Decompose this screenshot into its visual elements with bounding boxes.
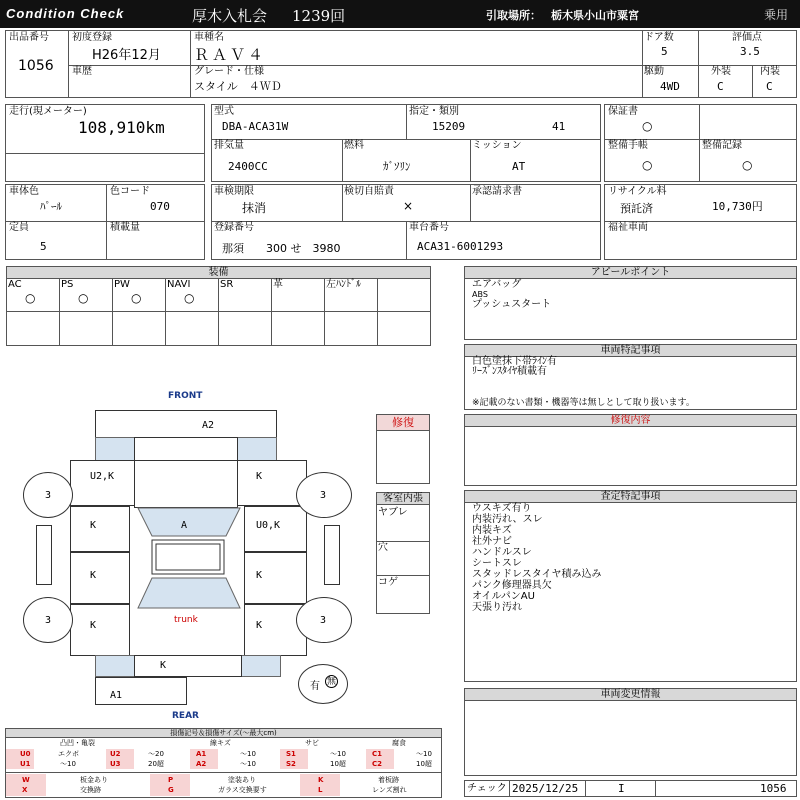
- spare-label: 有: [310, 681, 320, 692]
- displacement-value: 2400CC: [228, 160, 268, 173]
- legend-desc-c1: 〜10: [416, 750, 432, 758]
- legend-code-a1: A1: [196, 750, 207, 758]
- appeal-line-1: エアバッグ: [472, 279, 522, 290]
- code-rear-panel: K: [160, 660, 167, 671]
- legend-desc-a2: 〜10: [240, 760, 256, 768]
- class-value: 41: [552, 120, 566, 133]
- code-right-front-door: U0,K: [256, 520, 281, 531]
- chassis-value: ACA31-6001293: [417, 240, 504, 253]
- car-name-label: 車種名: [194, 32, 224, 43]
- color-value: ﾊﾟｰﾙ: [40, 200, 62, 213]
- rear-fender-corner-right: [241, 655, 281, 677]
- equipment-box: [6, 266, 431, 346]
- legend-desc-s2: 10超: [330, 760, 346, 768]
- logo: Condition Check: [6, 6, 125, 21]
- assessment-line-5: ハンドルスレ: [472, 547, 532, 558]
- mileage-label: 走行(現メーター): [9, 106, 87, 117]
- assessment-title: 査定特記事項: [465, 491, 796, 503]
- exterior-label: 外装: [711, 66, 731, 77]
- lot-number: 1056: [18, 58, 54, 74]
- front-bumper[interactable]: [95, 410, 277, 438]
- legend-code-s2: S2: [286, 760, 296, 768]
- legend-desc-g: ガラス交換要す: [218, 786, 267, 794]
- legend-title: 損傷記号＆損傷サイズ(〜最大cm): [6, 729, 441, 738]
- legend-desc-k: 着板跡: [378, 776, 399, 784]
- interior-title: 客室内張: [377, 493, 429, 505]
- legend-code-s1: S1: [286, 750, 296, 758]
- legend-desc-c2: 10超: [416, 760, 432, 768]
- records-value: ○: [742, 158, 753, 172]
- check-date: 2025/12/25: [512, 782, 579, 795]
- drive-value: 4WD: [660, 80, 680, 93]
- model-label: 型式: [214, 106, 234, 117]
- insurance-value: ×: [403, 199, 414, 213]
- special-title: 車両特記事項: [465, 345, 796, 357]
- mileage-value: 108,910km: [78, 118, 165, 137]
- assessment-line-3: 内装キズ: [472, 525, 512, 536]
- legend-desc-a1: 〜10: [240, 750, 256, 758]
- fuel-label: 燃料: [344, 140, 364, 151]
- code-left-front-door: K: [90, 520, 97, 531]
- code-wheel-rear-left: 3: [45, 615, 52, 626]
- assessment-line-9: オイルパンAU: [472, 591, 535, 602]
- legend-code-u1: U1: [20, 760, 31, 768]
- recycle-amount: 10,730円: [712, 200, 763, 213]
- records-label: 整備記録: [702, 140, 742, 151]
- code-right-rear-door: K: [256, 570, 263, 581]
- assessment-line-7: スタッドレスタイヤ積み込み: [472, 569, 602, 580]
- mission-label: ミッション: [472, 140, 522, 151]
- legend-code-u3: U3: [110, 760, 121, 768]
- equip-value-navi: ○: [184, 291, 195, 305]
- rear-bumper[interactable]: [95, 677, 187, 705]
- legend-desc-u0: エクボ: [58, 750, 79, 758]
- grade-label: グレード・仕様: [194, 66, 264, 77]
- pickup-label: 引取場所：: [486, 9, 541, 22]
- assessment-line-10: 天張り汚れ: [472, 602, 522, 613]
- equip-label-leather: 革: [273, 279, 283, 290]
- color-code-label: 色コード: [110, 186, 150, 197]
- front-label: FRONT: [168, 391, 203, 401]
- insurance-label: 検切自賠責: [344, 186, 394, 197]
- trunk-label: trunk: [174, 615, 198, 625]
- legend-desc-l: レンズ割れ: [372, 786, 407, 794]
- legend-code-p: P: [168, 776, 174, 784]
- doors-label: ドア数: [644, 32, 674, 43]
- code-roof: A: [181, 520, 188, 531]
- recycle-status: 預託済: [620, 202, 653, 215]
- legend-code-u0: U0: [20, 750, 31, 758]
- equip-label-navi: NAVI: [167, 279, 191, 290]
- grade-value: スタイル ４ＷＤ: [194, 80, 282, 93]
- warranty-label: 保証書: [608, 106, 638, 117]
- interior-burn: コゲ: [378, 577, 398, 588]
- designation-label: 指定・類別: [409, 106, 459, 117]
- legend-desc-w: 板金あり: [80, 776, 108, 784]
- legend-code-l: L: [318, 786, 323, 794]
- lot-label: 出品番号: [9, 32, 49, 43]
- first-reg-value: H26年12月: [92, 48, 161, 63]
- interior-tear: ヤブレ: [378, 507, 408, 518]
- code-wheel-front-right: 3: [320, 490, 327, 501]
- hood[interactable]: [134, 460, 238, 508]
- special-note: ※記載のない書類・機器等は無しとして取り扱います。: [472, 398, 695, 408]
- interior-hole: 穴: [378, 542, 388, 553]
- cabin-outline: [136, 506, 242, 656]
- model-value: DBA-ACA31W: [222, 120, 289, 133]
- hood-strip[interactable]: [134, 437, 238, 461]
- legend-code-a2: A2: [196, 760, 207, 768]
- rear-fender-corner-left: [95, 655, 135, 677]
- car-name-value: ＲＡＶ４: [194, 46, 267, 64]
- equip-label-sr: SR: [220, 279, 234, 290]
- equip-label-lhd: 左ﾊﾝﾄﾞﾙ: [326, 279, 361, 290]
- interior-grade: C: [766, 80, 773, 93]
- equipment-title: 装備: [7, 267, 430, 279]
- spare-tire[interactable]: [298, 664, 348, 704]
- plate-value: 那須 300 せ 3980: [222, 242, 341, 255]
- equip-label-pw: PW: [114, 279, 130, 290]
- check-label: チェック: [467, 783, 507, 794]
- mission-value: AT: [512, 160, 526, 173]
- code-front-bumper: A2: [202, 420, 215, 431]
- manual-value: ○: [642, 158, 653, 172]
- legend-code-k: K: [318, 776, 324, 784]
- approval-label: 承認請求書: [472, 186, 522, 197]
- vehicle-class: 乗用: [764, 8, 789, 22]
- pickup-location: 栃木県小山市粟宮: [551, 9, 639, 22]
- drive-label: 駆動: [644, 66, 664, 77]
- check-inspector: I: [618, 782, 625, 795]
- color-label: 車体色: [9, 186, 39, 197]
- exterior-grade: C: [717, 80, 724, 93]
- changes-box: [464, 688, 797, 776]
- special-line-1: 白色塗抹下帯ﾗｲﾝ有: [472, 356, 557, 367]
- legend-desc-x: 交換跡: [80, 786, 101, 794]
- equip-value-pw: ○: [131, 291, 142, 305]
- first-reg-label: 初度登録: [72, 32, 112, 43]
- code-left-front-fender: U2,K: [90, 471, 115, 482]
- code-left-quarter: K: [90, 620, 97, 631]
- color-code-value: 070: [150, 200, 170, 213]
- assessment-line-2: 内装汚れ、スレ: [472, 514, 543, 525]
- load-label: 積載量: [110, 222, 140, 233]
- appeal-line-2: ABS: [472, 290, 488, 299]
- legend-group-dent: 凸凹・亀裂: [60, 739, 95, 747]
- changes-title: 車両変更情報: [465, 689, 796, 701]
- check-lot: 1056: [760, 782, 787, 795]
- equip-value-ps: ○: [78, 291, 89, 305]
- header-bar: [0, 0, 800, 28]
- repair-mini-title: 修復: [377, 415, 429, 431]
- inspection-label: 車検期限: [214, 186, 254, 197]
- left-front-fender[interactable]: [70, 460, 136, 506]
- score-label: 評価点: [732, 32, 762, 43]
- front-fender-corner-left: [95, 437, 135, 461]
- assessment-line-1: ウスキズ有り: [472, 503, 532, 514]
- manual-label: 整備手帳: [608, 140, 648, 151]
- special-line-2: ﾘｰｽﾞﾝｽﾀｲﾔ積載有: [472, 366, 547, 377]
- code-wheel-rear-right: 3: [320, 615, 327, 626]
- repair-title: 修復内容: [465, 415, 796, 427]
- plate-label: 登録番号: [214, 222, 254, 233]
- score-value: 3.5: [740, 45, 760, 58]
- auction-name: 厚木入札会: [192, 7, 268, 25]
- right-rear-door[interactable]: [244, 552, 307, 604]
- welfare-label: 福祉車両: [608, 222, 648, 233]
- inspection-value: 抹消: [242, 201, 267, 215]
- auction-session: 1239回: [292, 7, 346, 25]
- assessment-line-8: パンク修理器具欠: [472, 580, 552, 591]
- fuel-value: ｶﾞｿﾘﾝ: [383, 160, 411, 173]
- code-left-rear-door: K: [90, 570, 97, 581]
- code-right-quarter: K: [256, 620, 263, 631]
- repair-box: [464, 414, 797, 486]
- legend-code-u2: U2: [110, 750, 121, 758]
- legend-code-w: W: [22, 776, 30, 784]
- warranty-value: ○: [642, 119, 653, 133]
- rear-label: REAR: [172, 711, 199, 721]
- assessment-line-4: 社外ナビ: [472, 536, 512, 547]
- left-quarter[interactable]: [70, 604, 130, 656]
- displacement-label: 排気量: [214, 140, 244, 151]
- chassis-label: 車台番号: [409, 222, 449, 233]
- left-mirror[interactable]: [36, 525, 52, 585]
- repair-mini-box: [376, 414, 430, 484]
- front-fender-corner-right: [237, 437, 277, 461]
- legend-desc-p: 塗装あり: [228, 776, 256, 784]
- designation-value: 15209: [432, 120, 466, 133]
- legend-desc-u1: 〜10: [60, 760, 76, 768]
- recycle-label: リサイクル料: [608, 186, 667, 197]
- history-label: 車歴: [72, 66, 92, 77]
- appeal-line-3: プッシュスタート: [472, 299, 552, 310]
- assessment-line-6: シートスレ: [472, 558, 522, 569]
- legend-code-c1: C1: [372, 750, 383, 758]
- legend-code-g: G: [168, 786, 174, 794]
- doors-value: 5: [661, 45, 668, 58]
- appeal-title: アピールポイント: [465, 267, 796, 279]
- legend-group-rust: サビ: [305, 739, 319, 747]
- spare-mark: 無: [326, 677, 336, 687]
- equip-label-ps: PS: [61, 279, 74, 290]
- capacity-label: 定員: [9, 222, 29, 233]
- interior-label: 内装: [760, 66, 780, 77]
- legend-code-c2: C2: [372, 760, 383, 768]
- equip-value-ac: ○: [25, 291, 36, 305]
- left-rear-door[interactable]: [70, 552, 130, 604]
- legend-group-corrosion: 腐食: [392, 739, 406, 747]
- legend-desc-u2: 〜20: [148, 750, 164, 758]
- code-rear-bumper: A1: [110, 690, 123, 701]
- legend-desc-s1: 〜10: [330, 750, 346, 758]
- code-wheel-front-left: 3: [45, 490, 52, 501]
- legend-group-scratch: 線キズ: [210, 739, 231, 747]
- rear-panel[interactable]: [134, 655, 242, 677]
- capacity-value: 5: [40, 240, 47, 253]
- equip-label-ac: AC: [8, 279, 22, 290]
- code-right-front-fender: K: [256, 471, 263, 482]
- right-mirror[interactable]: [324, 525, 340, 585]
- left-front-door[interactable]: [70, 506, 130, 552]
- legend-desc-u3: 20超: [148, 760, 164, 768]
- legend-code-x: X: [22, 786, 28, 794]
